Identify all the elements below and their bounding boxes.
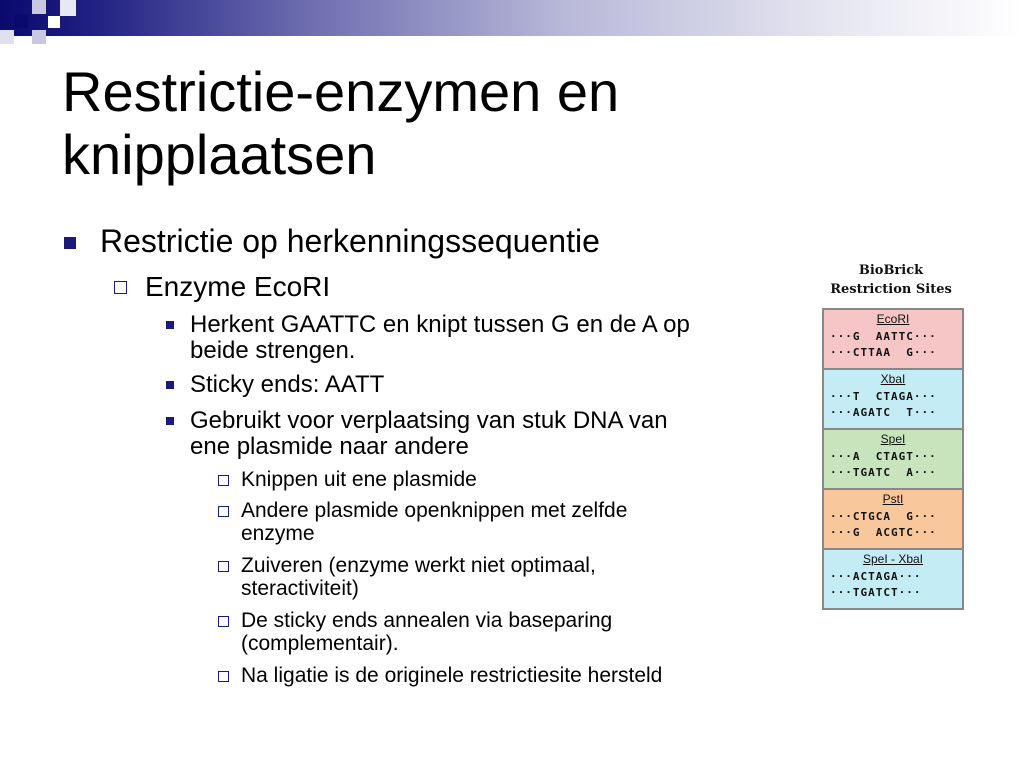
hollow-square-bullet-icon bbox=[218, 671, 229, 682]
bullet-level4 bbox=[241, 554, 801, 600]
site-name: SpeI bbox=[880, 432, 906, 446]
filled-square-bullet-icon bbox=[64, 237, 76, 249]
top-strand: ···T CTAGA··· bbox=[830, 390, 937, 403]
bullet-text: De sticky ends annealen via baseparing bbox=[241, 609, 613, 632]
slide-title bbox=[62, 60, 762, 186]
top-strand: ···G AATTC··· bbox=[830, 330, 937, 343]
decor-square bbox=[48, 16, 60, 28]
bullet-text: ene plasmide naar andere bbox=[190, 433, 469, 460]
hollow-square-bullet-icon bbox=[218, 561, 229, 572]
restriction-sites-figure bbox=[822, 308, 964, 610]
site-name: EcoRI bbox=[876, 312, 910, 326]
filled-square-bullet-icon bbox=[166, 321, 174, 329]
site-spei bbox=[824, 430, 962, 490]
bullet-text: Restrictie op herkenningssequentie bbox=[100, 223, 600, 259]
bullet-level4 bbox=[241, 664, 801, 687]
bullet-level3 bbox=[190, 312, 800, 364]
hollow-square-bullet-icon bbox=[218, 616, 229, 627]
bullet-level3 bbox=[190, 408, 800, 460]
bullet-level4 bbox=[241, 609, 801, 655]
filled-square-bullet-icon bbox=[166, 381, 174, 389]
top-strand: ···ACTAGA··· bbox=[830, 570, 922, 583]
figure-title-line: Restriction Sites bbox=[830, 282, 952, 297]
decor-square bbox=[60, 0, 76, 16]
bullet-text: steractiviteit) bbox=[241, 577, 359, 600]
bullet-level3 bbox=[190, 372, 800, 398]
bullet-text: Enzyme EcoRI bbox=[145, 271, 331, 302]
hollow-square-bullet-icon bbox=[114, 281, 127, 294]
site-name: XbaI bbox=[880, 372, 906, 386]
site-psti bbox=[824, 490, 962, 550]
decor-square bbox=[32, 30, 46, 44]
bottom-strand: ···AGATC T··· bbox=[830, 406, 937, 419]
site-ecori bbox=[824, 310, 962, 370]
header-band bbox=[0, 0, 1024, 36]
filled-square-bullet-icon bbox=[166, 417, 174, 425]
bullet-text: (complementair). bbox=[241, 632, 399, 655]
hollow-square-bullet-icon bbox=[218, 506, 229, 517]
figure-title bbox=[820, 261, 962, 299]
bullet-text: Na ligatie is de originele restrictiesite hersteld bbox=[241, 664, 663, 687]
top-strand: ···A CTAGT··· bbox=[830, 450, 937, 463]
bottom-strand: ···TGATCT··· bbox=[830, 586, 922, 599]
site-spei-xbai bbox=[824, 550, 962, 608]
bullet-text: Knippen uit ene plasmide bbox=[241, 468, 477, 491]
bullet-level1 bbox=[100, 222, 800, 260]
bullet-level2 bbox=[145, 270, 745, 304]
bullet-text: Zuiveren (enzyme werkt niet optimaal, bbox=[241, 554, 596, 577]
bullet-text: Andere plasmide openknippen met zelfde bbox=[241, 499, 628, 522]
bullet-level4 bbox=[241, 499, 801, 545]
decor-square bbox=[32, 0, 46, 14]
bottom-strand: ···G ACGTC··· bbox=[830, 526, 937, 539]
bottom-strand: ···TGATC A··· bbox=[830, 466, 937, 479]
bullet-text: beide strengen. bbox=[190, 337, 356, 364]
top-strand: ···CTGCA G··· bbox=[830, 510, 937, 523]
site-name: SpeI - XbaI bbox=[862, 552, 924, 566]
decor-square bbox=[0, 30, 14, 44]
figure-title-line: BioBrick bbox=[858, 263, 924, 278]
bullet-text: Sticky ends: AATT bbox=[190, 371, 385, 398]
bullet-text: enzyme bbox=[241, 522, 315, 545]
bottom-strand: ···CTTAA G··· bbox=[830, 346, 937, 359]
hollow-square-bullet-icon bbox=[218, 475, 229, 486]
site-name: PstI bbox=[882, 492, 904, 506]
bullet-level4 bbox=[241, 468, 801, 491]
title-line: Restrictie-enzymen en bbox=[62, 60, 620, 123]
bullet-text: Herkent GAATTC en knipt tussen G en de A op bbox=[190, 311, 690, 338]
bullet-text: Gebruikt voor verplaatsing van stuk DNA van bbox=[190, 407, 668, 434]
title-line: knipplaatsen bbox=[62, 123, 377, 186]
site-xbai bbox=[824, 370, 962, 430]
decor-square bbox=[14, 14, 28, 28]
